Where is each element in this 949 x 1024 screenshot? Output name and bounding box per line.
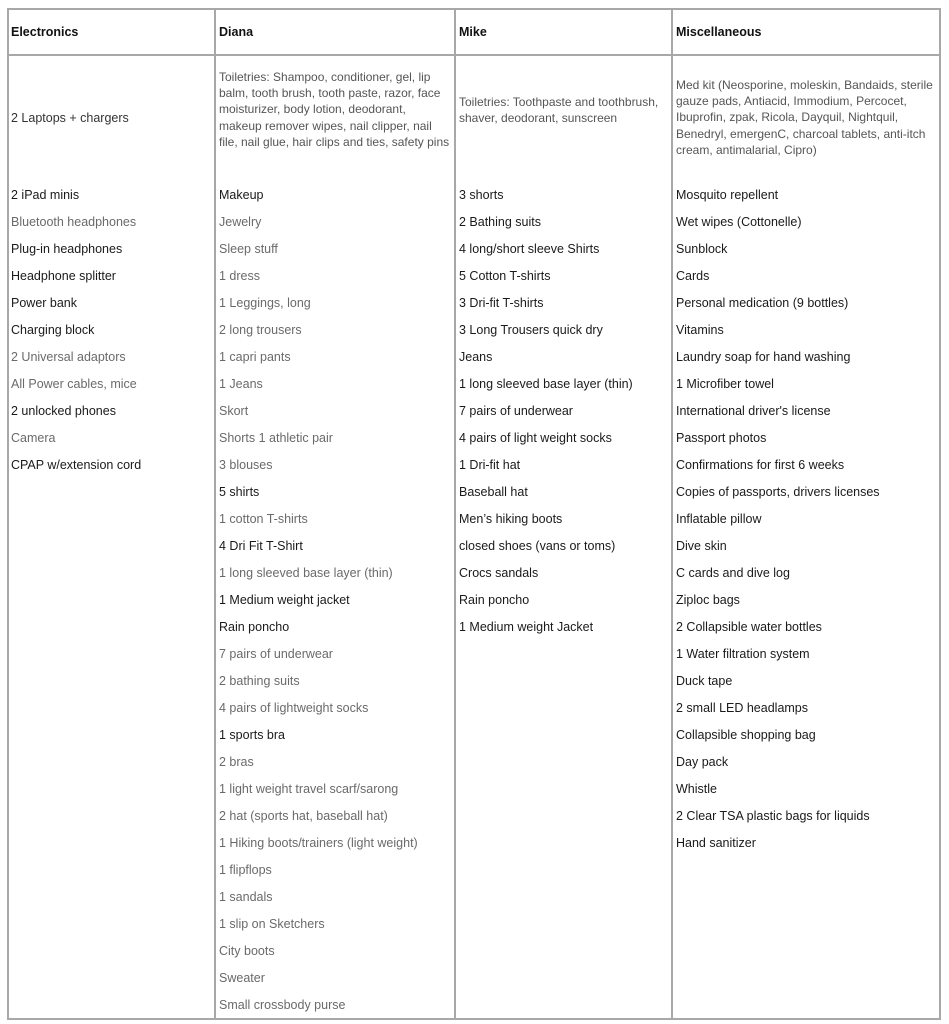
diana-list-item: 1 cotton T-shirts <box>219 512 308 526</box>
electronics-list-item: Camera <box>11 431 56 445</box>
electronics-list-item: 2 iPad minis <box>11 188 80 202</box>
diana-list-item: Jewelry <box>219 215 262 229</box>
mike-list-item: 4 long/short sleeve Shirts <box>459 242 600 256</box>
diana-list-item: 1 flipflops <box>219 863 272 877</box>
diana-list-item: Skort <box>219 404 249 418</box>
diana-list-item: Shorts 1 athletic pair <box>219 431 333 445</box>
diana-list-item: Sleep stuff <box>219 242 278 256</box>
diana-list-item: 1 Medium weight jacket <box>219 593 350 607</box>
mike-list-item: 7 pairs of underwear <box>459 404 573 418</box>
column-divider <box>214 8 216 1020</box>
misc-list-item: 2 Collapsible water bottles <box>676 620 822 634</box>
diana-list-item: 1 long sleeved base layer (thin) <box>219 566 393 580</box>
diana-list-item: 5 shirts <box>219 485 260 499</box>
mike-list-item: 1 Medium weight Jacket <box>459 620 594 634</box>
diana-list-item: 1 Hiking boots/trainers (light weight) <box>219 836 418 850</box>
diana-list-item: 1 slip on Sketchers <box>219 917 325 931</box>
column-divider <box>454 8 456 1020</box>
misc-list-item: 1 Water filtration system <box>676 647 810 661</box>
misc-med-kit: Med kit (Neosporine, moleskin, Bandaids, sterile gauze pads, Antiacid, Immodium, Percocet, Ibuprofin, zpak, Ricola, Dayquil, Nightquil, Benedryl, emergenC, charcoal tablets, anti-itch cream, antimalarial, Cipro) <box>676 78 933 157</box>
diana-list-item: 4 Dri Fit T-Shirt <box>219 539 303 553</box>
electronics-list-item: Bluetooth headphones <box>11 215 137 229</box>
misc-list-item: Inflatable pillow <box>676 512 762 526</box>
electronics-list-item: All Power cables, mice <box>11 377 137 391</box>
mike-list-item: Crocs sandals <box>459 566 539 580</box>
mike-list-item: 1 Dri-fit hat <box>459 458 521 472</box>
diana-list-item: Sweater <box>219 971 265 985</box>
misc-list-item: Passport photos <box>676 431 767 445</box>
mike-list-item: 3 shorts <box>459 188 504 202</box>
electronics-list-item: Power bank <box>11 296 78 310</box>
diana-list-item: 1 Leggings, long <box>219 296 311 310</box>
misc-list-item: Confirmations for first 6 weeks <box>676 458 845 472</box>
header-mike: Mike <box>459 25 487 39</box>
electronics-list-item: Plug-in headphones <box>11 242 123 256</box>
misc-list-item: 1 Microfiber towel <box>676 377 774 391</box>
misc-list-item: Wet wipes (Cottonelle) <box>676 215 802 229</box>
misc-list-item: Mosquito repellent <box>676 188 779 202</box>
diana-list-item: 2 hat (sports hat, baseball hat) <box>219 809 388 823</box>
misc-list-item: International driver's license <box>676 404 831 418</box>
diana-list-item: 1 dress <box>219 269 260 283</box>
mike-list-item: closed shoes (vans or toms) <box>459 539 616 553</box>
misc-list-item: Personal medication (9 bottles) <box>676 296 849 310</box>
diana-list-item: Makeup <box>219 188 264 202</box>
misc-list-item: Hand sanitizer <box>676 836 756 850</box>
misc-list-item: Cards <box>676 269 710 283</box>
mike-list-item: Baseball hat <box>459 485 528 499</box>
misc-list-item: 2 small LED headlamps <box>676 701 809 715</box>
mike-list-item: 5 Cotton T-shirts <box>459 269 551 283</box>
mike-list-item: 4 pairs of light weight socks <box>459 431 612 445</box>
misc-list-item: C cards and dive log <box>676 566 790 580</box>
mike-list-item: 3 Dri-fit T-shirts <box>459 296 544 310</box>
diana-list-item: 1 light weight travel scarf/sarong <box>219 782 399 796</box>
misc-list-item: Vitamins <box>676 323 724 337</box>
mike-list-item: Jeans <box>459 350 493 364</box>
diana-list-item: Rain poncho <box>219 620 290 634</box>
diana-list-item: Small crossbody purse <box>219 998 346 1012</box>
diana-toiletries: Toiletries: Shampoo, conditioner, gel, lip balm, tooth brush, tooth paste, razor, face moisturizer, body lotion, deodorant, makeup remover wipes, nail clipper, nail file, nail glue, hair clips and ties, safety pins <box>219 70 450 149</box>
header-divider <box>7 54 941 56</box>
mike-list-item: 2 Bathing suits <box>459 215 541 229</box>
misc-list-item: Whistle <box>676 782 717 796</box>
misc-list-item: 2 Clear TSA plastic bags for liquids <box>676 809 870 823</box>
diana-list-item: 7 pairs of underwear <box>219 647 333 661</box>
mike-list-item: Rain poncho <box>459 593 530 607</box>
mike-toiletries: Toiletries: Toothpaste and toothbrush, shaver, deodorant, sunscreen <box>459 95 659 126</box>
misc-list-item: Day pack <box>676 755 729 769</box>
diana-list-item: 1 sports bra <box>219 728 286 742</box>
electronics-first-item: 2 Laptops + chargers <box>11 111 129 125</box>
mike-list-item: 1 long sleeved base layer (thin) <box>459 377 633 391</box>
diana-list-item: 2 bras <box>219 755 254 769</box>
mike-list-item: 3 Long Trousers quick dry <box>459 323 603 337</box>
diana-list-item: City boots <box>219 944 275 958</box>
electronics-list-item: CPAP w/extension cord <box>11 458 142 472</box>
misc-list-item: Collapsible shopping bag <box>676 728 816 742</box>
diana-list-item: 2 long trousers <box>219 323 302 337</box>
misc-list-item: Ziploc bags <box>676 593 740 607</box>
misc-list-item: Laundry soap for hand washing <box>676 350 851 364</box>
electronics-list-item: Headphone splitter <box>11 269 116 283</box>
misc-list-item: Sunblock <box>676 242 728 256</box>
electronics-list-item: 2 Universal adaptors <box>11 350 126 364</box>
header-miscellaneous: Miscellaneous <box>676 25 762 39</box>
diana-list-item: 1 capri pants <box>219 350 291 364</box>
diana-list-item: 3 blouses <box>219 458 273 472</box>
column-divider <box>671 8 673 1020</box>
header-diana: Diana <box>219 25 254 39</box>
misc-list-item: Copies of passports, drivers licenses <box>676 485 880 499</box>
diana-list-item: 2 bathing suits <box>219 674 300 688</box>
diana-list-item: 1 Jeans <box>219 377 263 391</box>
misc-list-item: Duck tape <box>676 674 733 688</box>
diana-list-item: 4 pairs of lightweight socks <box>219 701 369 715</box>
header-electronics: Electronics <box>11 25 79 39</box>
electronics-list-item: 2 unlocked phones <box>11 404 116 418</box>
electronics-list-item: Charging block <box>11 323 95 337</box>
diana-list-item: 1 sandals <box>219 890 273 904</box>
misc-list-item: Dive skin <box>676 539 727 553</box>
mike-list-item: Men’s hiking boots <box>459 512 563 526</box>
